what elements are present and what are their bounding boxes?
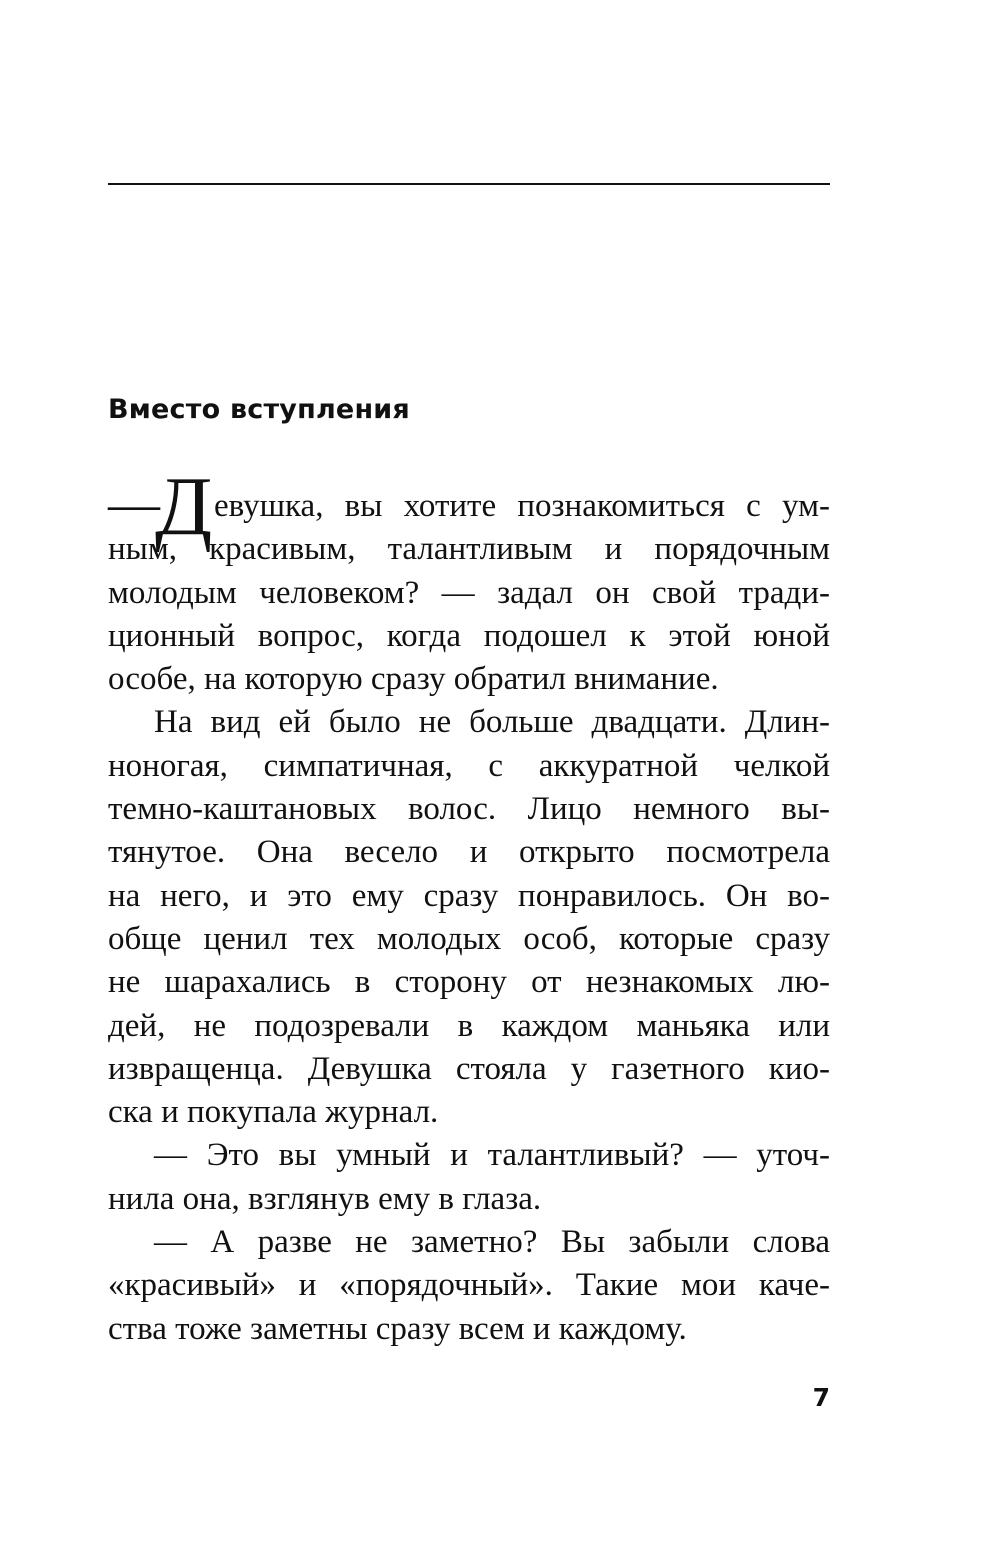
text-line: ционный вопрос, когда подошел к этой юной [108, 617, 830, 654]
text-line: евушка, вы хотите познакомиться с ум- [214, 488, 830, 524]
drop-cap: Д [155, 460, 213, 553]
text-line: темно-каштановых волос. Лицо немного вы- [108, 791, 830, 828]
text-line: ска и покупала журнал. [108, 1094, 439, 1131]
text-line: — Это вы умный и талантливый? — уточ- [154, 1137, 830, 1174]
chapter-title: Вместо вступления [108, 394, 410, 425]
top-rule [108, 183, 830, 185]
text-line: извращенца. Девушка стояла у газетного кио- [108, 1050, 830, 1087]
text-line: — А разве не заметно? Вы забыли слова [154, 1224, 830, 1261]
body-text [108, 460, 830, 1351]
page-number: 7 [812, 1383, 830, 1412]
text-line: ным, красивым, талантливым и порядочным [108, 531, 830, 568]
text-line: ноногая, симпатичная, с аккуратной челкой [108, 747, 830, 784]
text-line: тянутое. Она весело и открыто посмотрела [108, 834, 830, 871]
opening-dash: — [108, 476, 160, 533]
text-line: нила она, взглянув ему в глаза. [108, 1180, 542, 1217]
text-line: «красивый» и «порядочный». Такие мои каче- [108, 1267, 830, 1304]
text-line: ства тоже заметны сразу всем и каждому. [108, 1310, 687, 1347]
text-line: особе, на которую сразу обратил внимание. [108, 661, 719, 698]
text-line: дей, не подозревали в каждом маньяка или [108, 1007, 830, 1044]
text-line: на него, и это ему сразу понравилось. Он во- [108, 877, 830, 914]
text-line: не шарахались в сторону от незнакомых лю- [108, 964, 830, 1001]
text-line: молодым человеком? — задал он свой тради- [108, 574, 830, 611]
text-line: обще ценил тех молодых особ, которые сразу [108, 920, 830, 957]
text-line: На вид ей было не больше двадцати. Длин- [154, 704, 830, 741]
